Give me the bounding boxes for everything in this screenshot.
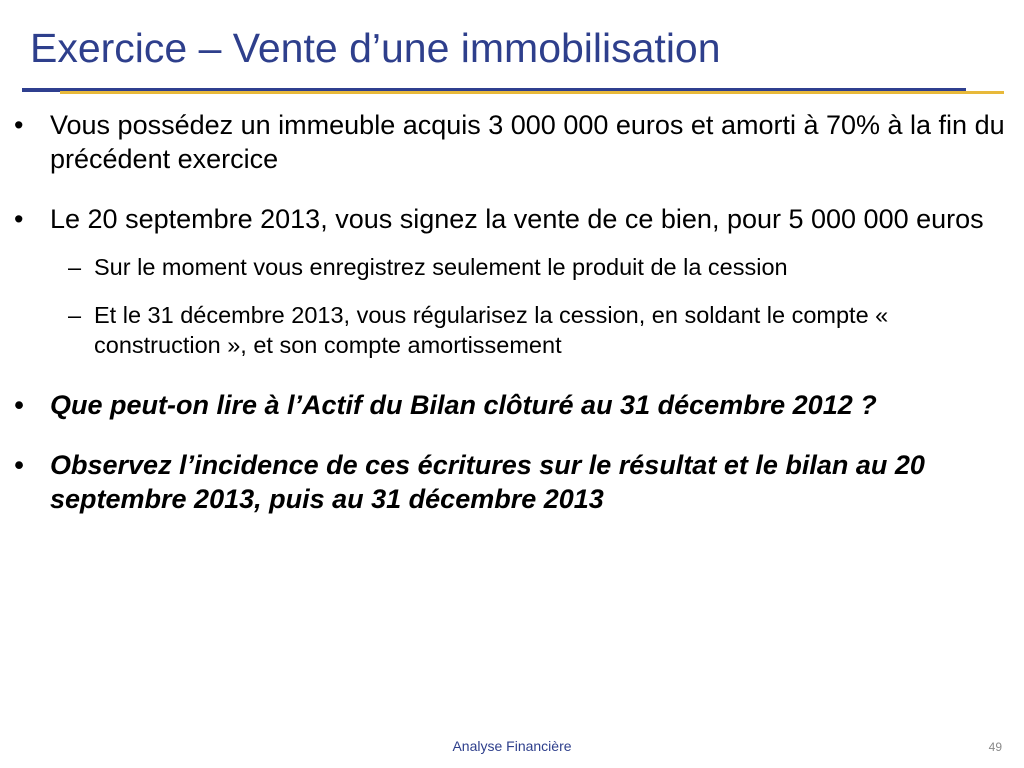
bullet-marker: •	[14, 450, 24, 480]
question-item	[0, 388, 1024, 422]
footer-label: Analyse Financière	[452, 738, 572, 754]
question-text: Que peut-on lire à l’Actif du Bilan clôturé au 31 décembre 2012 ?	[50, 390, 877, 420]
sub-bullet-text: Sur le moment vous enregistrez seulement le produit de la cession	[94, 254, 788, 280]
sub-bullet-marker: –	[68, 302, 82, 328]
question-item	[0, 448, 1024, 516]
bullet-item	[0, 108, 1024, 176]
bullet-item	[0, 202, 1024, 236]
title-underline-gold	[60, 91, 1004, 94]
sub-bullet-text: Et le 31 décembre 2013, vous régularisez la cession, en soldant le compte « construction », et son compte amortissement	[94, 302, 889, 358]
sub-bullet-item	[0, 252, 1024, 282]
question-text: Observez l’incidence de ces écritures sur le résultat et le bilan au 20 septembre 2013, puis au 31 décembre 2013	[50, 450, 925, 514]
sub-bullet-marker: –	[68, 254, 82, 280]
slide-body	[0, 108, 1024, 542]
bullet-marker: •	[14, 110, 24, 140]
bullet-text: Vous possédez un immeuble acquis 3 000 000 euros et amorti à 70% à la fin du précédent exercice	[50, 110, 1005, 174]
bullet-marker: •	[14, 390, 24, 420]
bullet-marker: •	[14, 204, 24, 234]
bullet-text: Le 20 septembre 2013, vous signez la vente de ce bien, pour 5 000 000 euros	[50, 204, 984, 234]
page-number: 49	[988, 740, 1002, 754]
slide-title: Exercice – Vente d’une immobilisation	[30, 25, 721, 71]
sub-bullet-item	[0, 300, 1024, 360]
